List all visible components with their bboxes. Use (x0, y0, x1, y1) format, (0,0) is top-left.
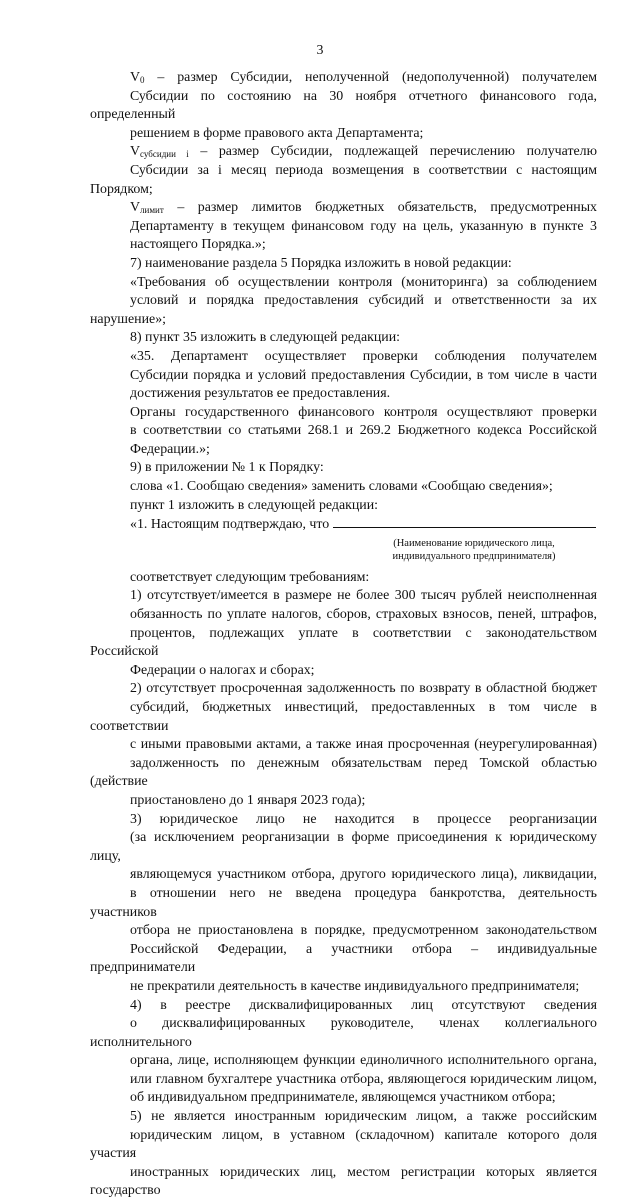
paragraph-requirement-4 (90, 997, 597, 1109)
paragraph-requirement-2 (90, 680, 597, 810)
text-line: 8) пункт 35 изложить в следующей редакции: (130, 330, 401, 346)
text-line: юридическим лицом, в уставном (складочном) капитале которого доля участия (90, 1127, 597, 1162)
paragraph-control-organs (90, 404, 597, 460)
text-line: (за исключением реорганизации в форме присоединения к юридическому лицу, (90, 830, 597, 864)
formula-subscript: субсидии i (140, 149, 189, 160)
confirm-text: «1. Настоящим подтверждаю, что (130, 517, 330, 533)
formula-subscript: 0 (140, 75, 145, 85)
text-line: Департаменту в текущем финансовом году на цель, указанную в пункте 3 (130, 218, 597, 234)
document-body (90, 69, 597, 1201)
text-line: условий и порядка предоставления субсидий и ответственности за их нарушение»; (90, 293, 597, 327)
formula-subscript: лимит (140, 205, 164, 216)
text-line: 4) в реестре дисквалифицированных лиц отсутствуют сведения (130, 997, 597, 1013)
paragraph-requirement-1 (90, 587, 597, 680)
text-line: Федерации.»; (130, 441, 210, 457)
text-line: отбора не приостановлена в порядке, предусмотренном законодательством (130, 923, 597, 939)
paragraph-vi-definition (90, 143, 597, 199)
text-line (90, 515, 597, 535)
text-line: с иными правовыми актами, а также иная просроченная (неурегулированная) (130, 737, 597, 753)
text-line: не прекратили деятельность в качестве индивидуального предпринимателя; (130, 978, 580, 994)
text-line: процентов, подлежащих уплате в соответствии с законодательством Российской (90, 625, 597, 660)
paragraph-item-7 (90, 255, 597, 274)
paragraph-requirement-5 (90, 1108, 597, 1201)
text-line: органа, лице, исполняющем функции единоличного исполнительного органа, (130, 1053, 597, 1069)
text-line: являющемуся участником отбора, другого юридического лица), ликвидации, (130, 867, 597, 883)
text-fragment: – размер Субсидии, подлежащей перечислению получателю (200, 144, 597, 160)
text-line: 1) отсутствует/имеется в размере не более 300 тысяч рублей неисполненная (130, 588, 597, 604)
text-line: Федерации о налогах и сборах; (130, 662, 315, 678)
text-line: Российской Федерации, а участники отбора – индивидуальные предприниматели (90, 941, 597, 976)
text-line: достижения результатов ее предоставления. (130, 386, 391, 402)
text-line: об индивидуальном предпринимателе, являющемся участником отбора; (130, 1090, 556, 1106)
formula-symbol: V (130, 70, 141, 85)
text-line (90, 143, 597, 162)
text-line: слова «1. Сообщаю сведения» заменить словами «Сообщаю сведения»; (130, 479, 553, 495)
text-line: 2) отсутствует просроченная задолженность по возврату в областной бюджет (130, 681, 597, 697)
paragraph-point-1 (90, 497, 597, 516)
text-line: решением в форме правового акта Департамента; (130, 125, 424, 141)
text-line: задолженность по денежным обязательствам перед Томской областью (действие (90, 755, 597, 790)
paragraph-item-8 (90, 329, 597, 348)
page-number: 3 (316, 43, 324, 58)
paragraph-replace-words (90, 478, 597, 497)
text-line: иностранных юридических лиц, местом регистрации которых является государство (90, 1164, 597, 1199)
blank-caption (90, 537, 594, 563)
paragraph-item-9 (90, 459, 597, 478)
text-line (90, 69, 597, 88)
text-line: о дисквалифицированных руководителе, членах коллегиального исполнительного (90, 1016, 597, 1050)
text-line: соответствует следующим требованиям: (130, 569, 370, 585)
text-line: 9) в приложении № 1 к Порядку: (130, 460, 324, 476)
text-line: настоящего Порядка.»; (130, 237, 266, 253)
text-line: Субсидии по состоянию на 30 ноября отчетного финансового года, определенный (90, 88, 597, 123)
text-line: 5) не является иностранным юридическим лицом, а также российским (130, 1109, 597, 1125)
text-line: приостановлено до 1 января 2023 года); (130, 792, 366, 808)
text-line: Субсидии за i месяц периода возмещения в соответствии с настоящим Порядком; (90, 162, 597, 197)
paragraph-section-5-title (90, 274, 597, 330)
text-line: в соответствии со статьями 268.1 и 269.2 Бюджетного кодекса Российской (130, 423, 597, 439)
text-line: пункт 1 изложить в следующей редакции: (130, 497, 379, 513)
paragraph-corresponds (90, 569, 597, 588)
text-line: в отношении него не введена процедура банкротства, деятельность участников (90, 885, 597, 920)
fill-in-blank-line (333, 515, 596, 528)
paragraph-point-35 (90, 348, 597, 404)
text-line (90, 199, 597, 218)
paragraph-v0-definition (90, 69, 597, 143)
text-line: Субсидии порядка и условий предоставления Субсидии, в том числе в части (130, 367, 597, 383)
text-line: «Требования об осуществлении контроля (мониторинга) за соблюдением (130, 274, 597, 290)
text-line: обязанность по уплате налогов, сборов, страховых взносов, пеней, штрафов, (130, 607, 597, 623)
paragraph-vl-definition (90, 199, 597, 255)
formula-symbol: V (130, 200, 141, 216)
formula-symbol: V (130, 144, 141, 160)
paragraph-requirement-3 (90, 811, 597, 997)
caption-line: индивидуального предпринимателя) (392, 550, 556, 562)
text-fragment: – размер Субсидии, неполученной (недополученной) получателем (157, 70, 597, 85)
text-line: или главном бухгалтере участника отбора, являющегося юридическим лицом, (130, 1071, 597, 1087)
caption-line: (Наименование юридического лица, (393, 537, 555, 549)
text-line: 7) наименование раздела 5 Порядка изложить в новой редакции: (130, 255, 512, 271)
text-line: субсидий, бюджетных инвестиций, предоставленных в том числе в соответствии (90, 700, 597, 734)
text-line: Органы государственного финансового контроля осуществляют проверки (130, 404, 597, 420)
text-fragment: – размер лимитов бюджетных обязательств, предусмотренных (177, 200, 597, 216)
text-line: 3) юридическое лицо не находится в процессе реорганизации (130, 811, 597, 827)
text-line: «35. Департамент осуществляет проверки соблюдения получателем (130, 348, 597, 364)
paragraph-confirm (90, 515, 597, 535)
